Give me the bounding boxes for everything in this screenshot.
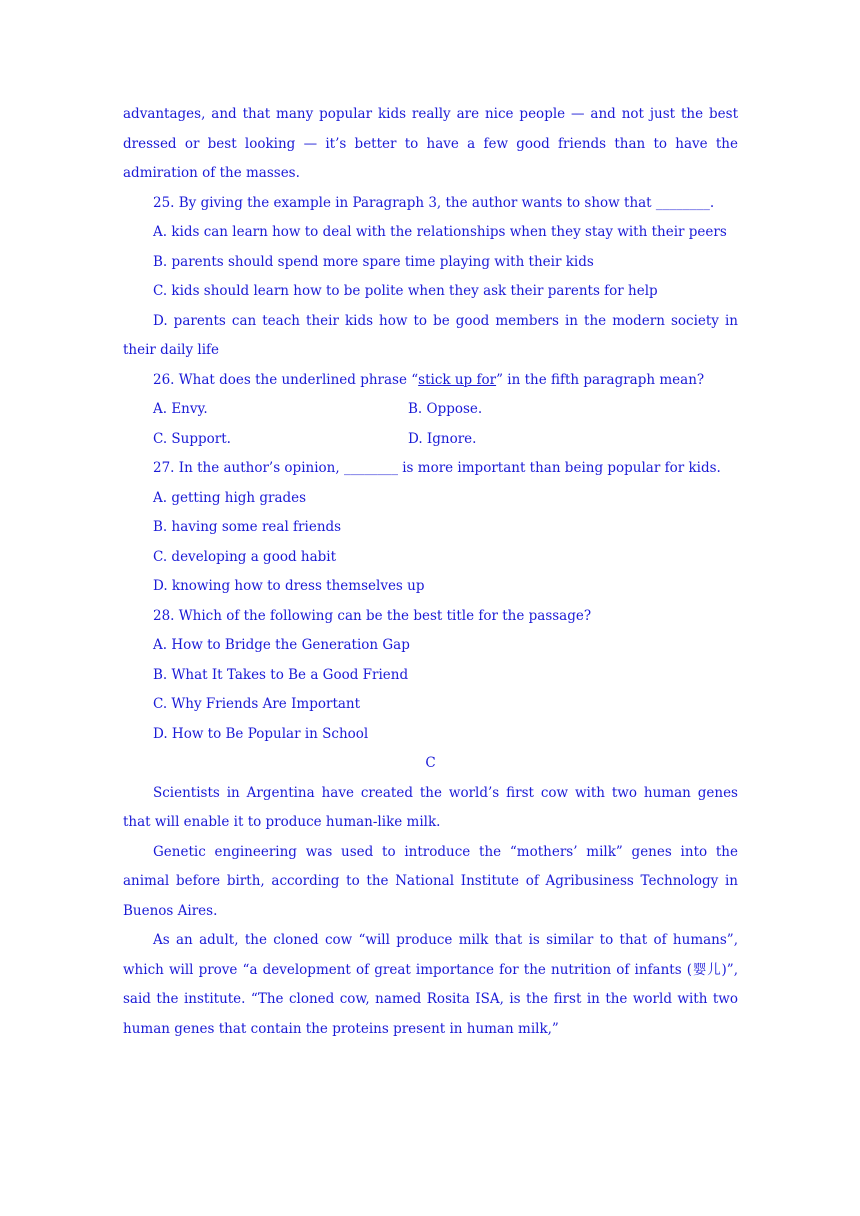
section-c-paragraph-3: As an adult, the cloned cow “will produce milk that is similar to that of humans”, which will prove “a development of great importance for the nutrition of infants (婴儿)”, said the institute. “The cloned cow, named Rosita ISA, is the first in the world with two human genes that contain the proteins present in human milk,”: [123, 932, 738, 1037]
question-25-option-c: C. kids should learn how to be polite when they ask their parents for help: [153, 283, 658, 299]
question-26-option-a: A. Envy.: [153, 401, 208, 417]
question-27-option-a: A. getting high grades: [153, 489, 307, 506]
question-26-option-b: B. Oppose.: [408, 401, 483, 417]
question-26-option-c: C. Support.: [153, 430, 231, 447]
question-27-option-d: D. knowing how to dress themselves up: [153, 578, 425, 594]
passage-b-ending: advantages, and that many popular kids really are nice people — and not just the best dressed or best looking — it’s better to have a few good friends than to have the admiration of the masses.: [123, 106, 738, 181]
question-28-option-b: B. What It Takes to Be a Good Friend: [153, 666, 409, 683]
underlined-phrase: stick up for: [418, 371, 497, 388]
question-26-stem-before: 26. What does the underlined phrase “: [153, 371, 419, 388]
question-26-options-row-2: [123, 425, 738, 455]
question-28-option-d: D. How to Be Popular in School: [153, 725, 369, 742]
document-content: [123, 100, 738, 1044]
question-28-option-a: A. How to Bridge the Generation Gap: [153, 637, 410, 653]
question-25-stem: 25. By giving the example in Paragraph 3, the author wants to show that ________.: [153, 194, 715, 211]
section-c-paragraph-1: Scientists in Argentina have created the world’s first cow with two human genes that will enable it to produce human-like milk.: [123, 784, 738, 830]
question-27-option-c: C. developing a good habit: [153, 548, 337, 565]
question-26-options-row-1: [123, 395, 738, 425]
section-c-paragraph-2: Genetic engineering was used to introduce the “mothers’ milk” genes into the animal before birth, according to the National Institute of Agribusiness Technology in Buenos Aires.: [123, 843, 738, 919]
question-25-option-d: D. parents can teach their kids how to be good members in the modern society in their daily life: [123, 312, 738, 358]
question-25-option-b: B. parents should spend more spare time playing with their kids: [153, 253, 594, 270]
question-26-option-d: D. Ignore.: [408, 430, 477, 447]
question-28-stem: 28. Which of the following can be the best title for the passage?: [153, 607, 592, 624]
question-25-option-a: A. kids can learn how to deal with the relationships when they stay with their peers: [153, 224, 727, 240]
section-c-heading: C: [425, 755, 436, 771]
question-26-stem: [123, 366, 738, 396]
question-27-option-b: B. having some real friends: [153, 519, 342, 535]
question-28-option-c: C. Why Friends Are Important: [153, 696, 361, 712]
question-26-stem-after: ” in the fifth paragraph mean?: [496, 371, 705, 388]
question-27-stem: 27. In the author’s opinion, ________ is more important than being popular for kids.: [153, 460, 721, 476]
